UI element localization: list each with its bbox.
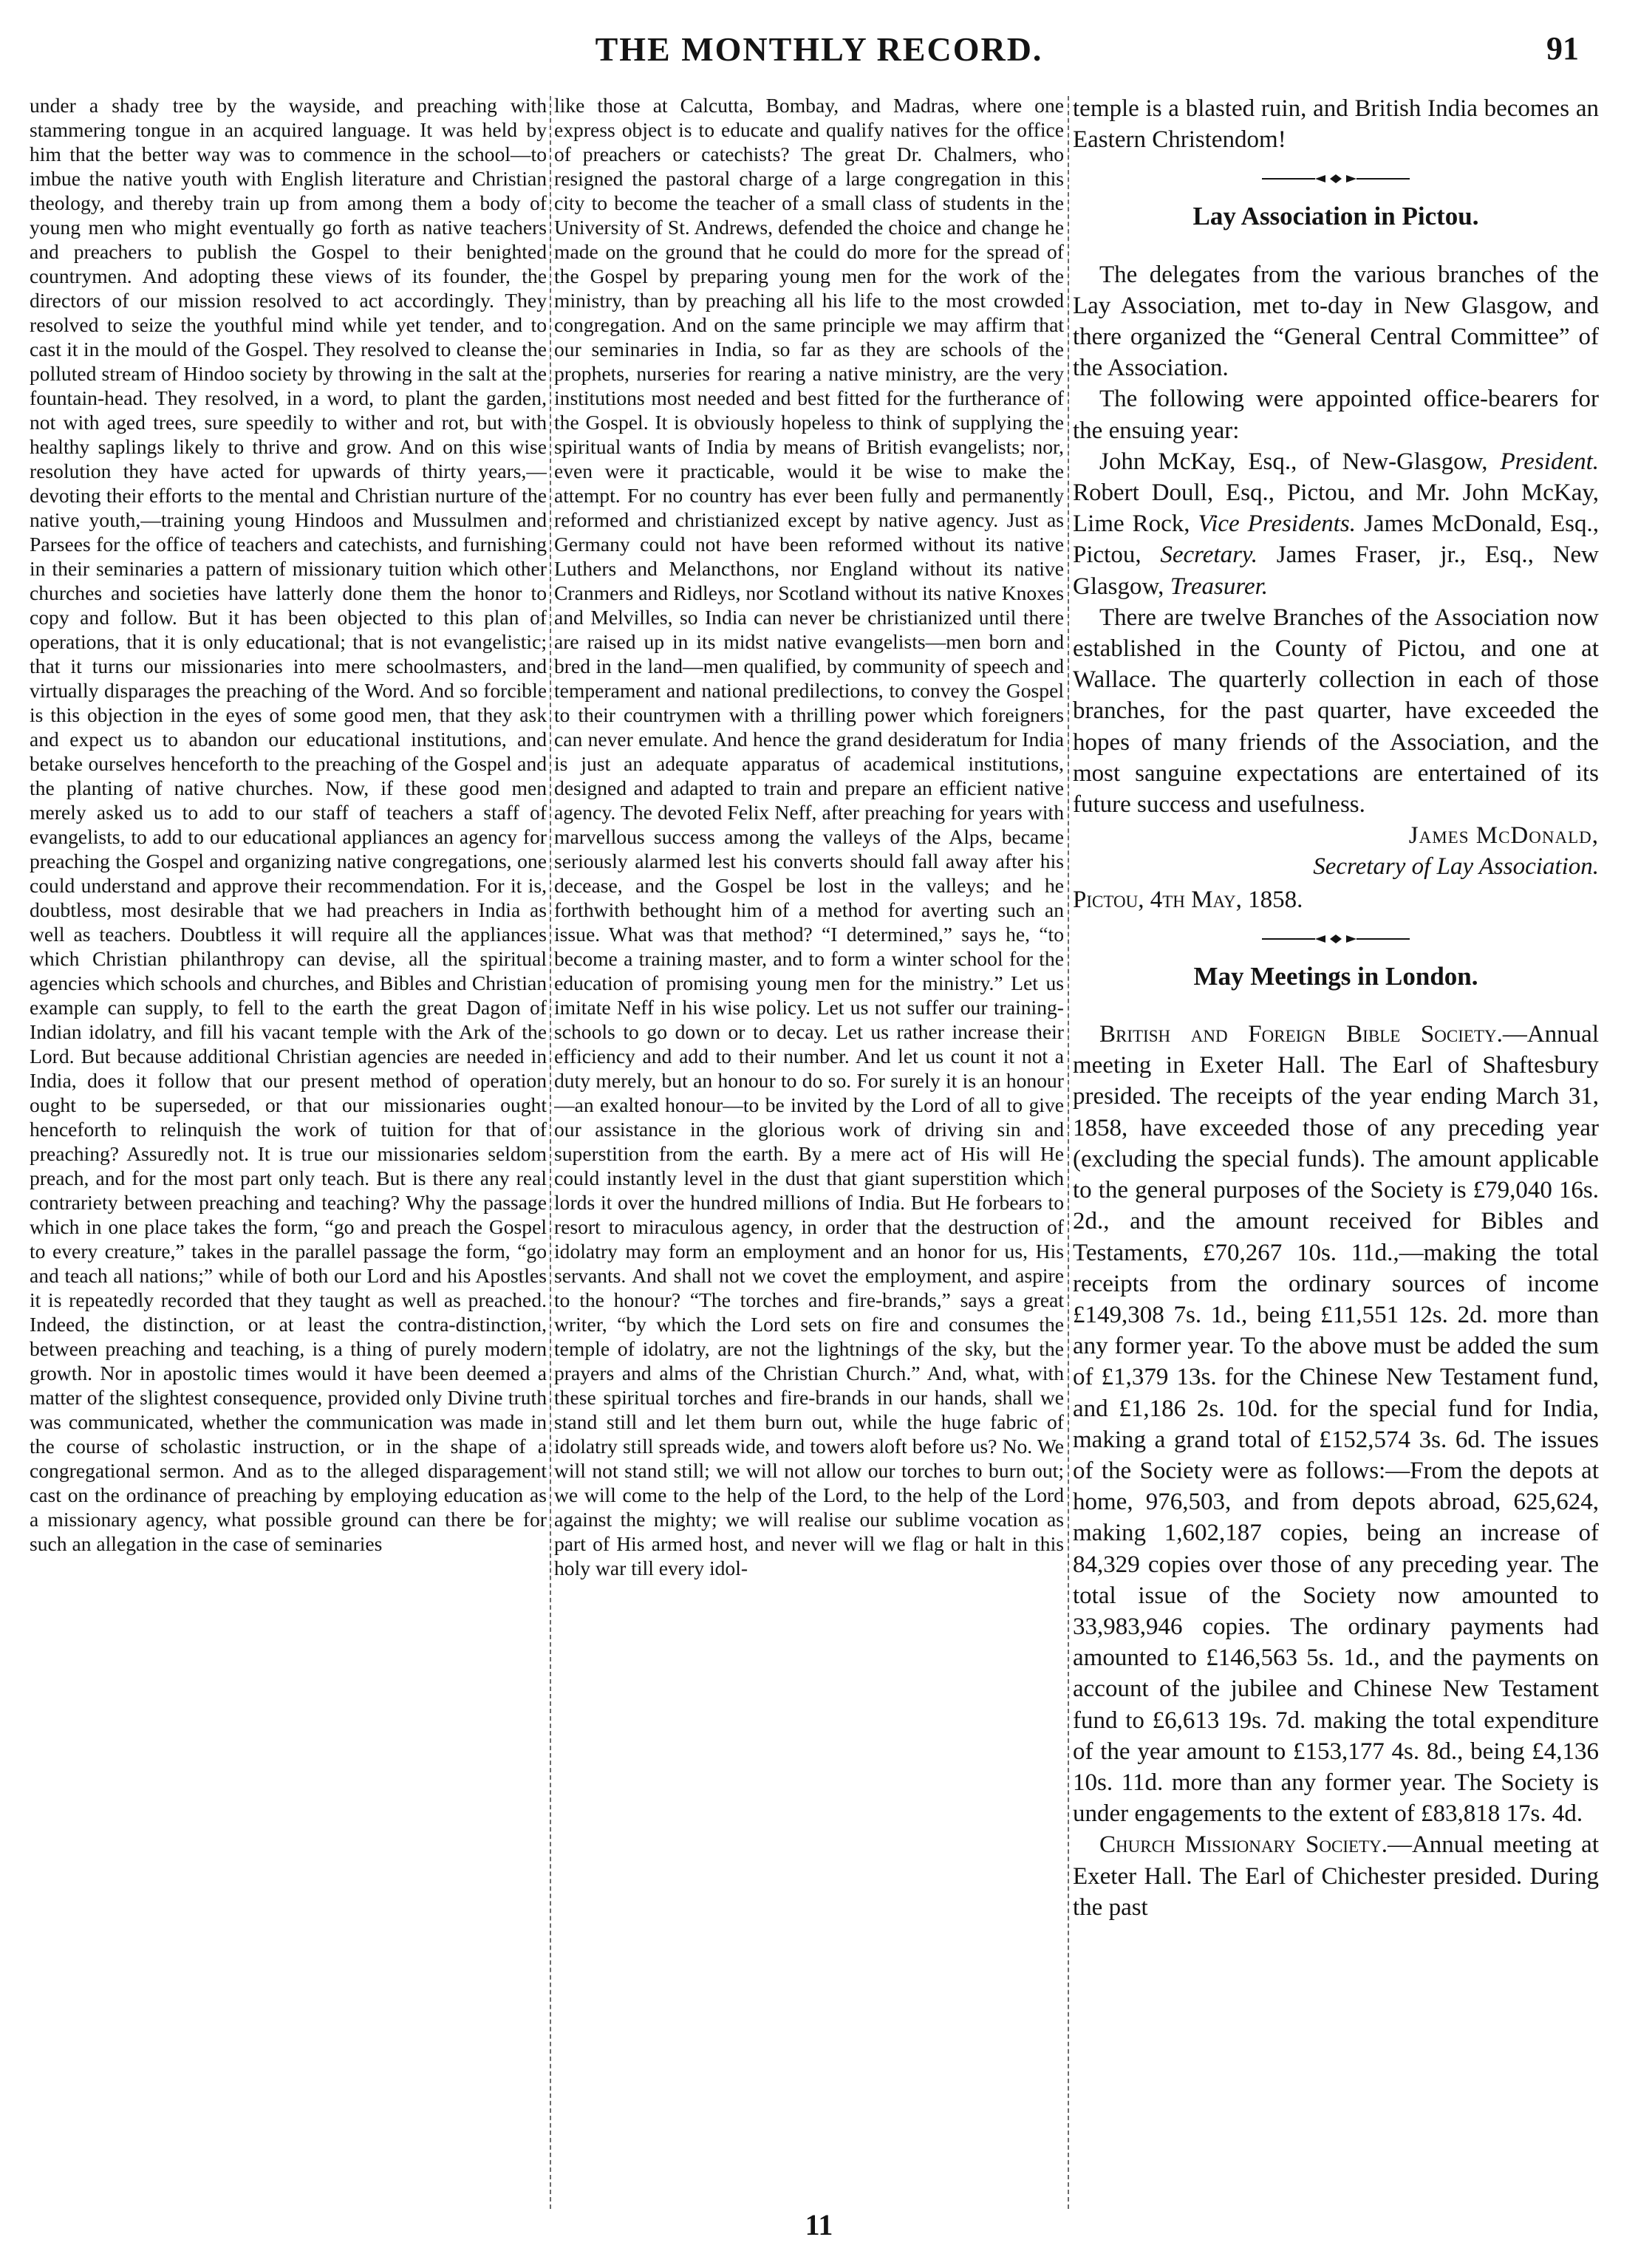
church-missionary-paragraph [1073, 1829, 1599, 1923]
column-middle [554, 93, 1064, 2221]
ornament-divider-icon [1262, 933, 1410, 945]
lay-association-office-bearers [1073, 446, 1599, 602]
bible-society-text: —Annual meeting in Exeter Hall. The Earl of Shaftesbury presided. The receipts of the year ending March 31, 1858, have exceeded those of any preceding year (excluding the special funds). The amount applicable to the general purposes of the Society is £79,040 16s. 2d., and the amount received for Bibles and Testaments, £70,267 10s. 11d.,—making the total receipts from the ordinary sources of income £149,308 7s. 1d., being £11,551 12s. 2d. more than any former year. To the above must be added the sum of £1,379 13s. for the Chinese New Testament fund, and £1,186 2s. 10d. for the special fund for India, making a grand total of £152,574 3s. 6d. The issues of the Society were as follows:—From the depots at home, 976,503, and from depots abroad, 625,624, making 1,602,187 copies, being an increase of 84,329 copies over those of any preceding year. The total issue of the Society now amounted to 33,983,946 copies. The ordinary payments had amounted to £146,563 5s. 1d., and the payments on account of the jubilee and Chinese New Testament fund to £6,613 19s. 7d. making the total expenditure of the year amount to £153,177 4s. 8d., being £4,136 10s. 11d. more than any former year. The Society is under engagements to the extent of £83,818 17s. 4d. [1073, 1021, 1599, 1828]
bible-society-paragraph [1073, 1019, 1599, 1829]
lay-association-paragraph-1: The delegates from the various branches of the Lay Association, met to-day in New Glasgow, and there organized the “General Central Committee” of the Association. [1073, 261, 1599, 382]
office-bearer-treasurer-role: Treasurer. [1170, 573, 1269, 600]
lay-association-paragraph-4: There are twelve Branches of the Association now established in the County of Pictou, and one at Wallace. The quarterly collection in each of those branches, for the past quarter, have exceeded the hopes of many friends of the Association, and the most sanguine expectations are entertained of its future success and usefulness. [1073, 604, 1599, 819]
lay-association-heading: Lay Association in Pictou. [1192, 202, 1479, 231]
continuation-text: temple is a blasted ruin, and British India becomes an Eastern Christendom! [1073, 95, 1599, 154]
bible-society-label: British and Foreign Bible Society. [1099, 1021, 1503, 1048]
office-bearer-secretary-name: James McDonald, Esq., Pictou, [1073, 510, 1599, 569]
office-bearer-vice-role: Vice Presidents. [1198, 510, 1357, 538]
column-middle-text: like those at Calcutta, Bombay, and Madras, where one express object is to educate and qualify natives for the office of preachers or catechists? The great Dr. Chalmers, who resigned the pastoral charge of a large congregation in this city to become the teacher of a small class of students in the University of St. Andrews, defended the choice and change he made on the ground that he could do more for the spread of the Gospel by preparing young men for the work of the ministry, than by preaching all his life to the most crowded congregation. And on the same principle we may affirm that our seminaries in India, so far as they are schools of the prophets, nurseries for rearing a native ministry, are the very institutions most needed and best fitted for the furtherance of the Gospel. It is obviously hopeless to think of supplying the spiritual wants of India by means of British evangelists; nor, even were it practicable, would it be wise to make the attempt. For no country has ever been fully and permanently reformed and christianized except by native agency. Just as Germany could not have been reformed without its native Luthers and Melancthons, nor England without its native Cranmers and Ridleys, nor Scotland without its native Knoxes and Melvilles, so India can never be christianized until there are raised up in its midst native evangelists—men born and bred in the land—men qualified, by community of speech and temperament and national predilections, to convey the Gospel to their countrymen with a thrilling power which foreigners can never emulate. And hence the grand desideratum for India is just an adequate apparatus of academical institutions, designed and adapted to train and prepare an efficient native agency. The devoted Felix Neff, after preaching for years with marvellous success among the valleys of the Alps, became seriously alarmed lest his converts should fall away after his decease, and the Gospel be lost in the valleys; and he forthwith bethought him of a method for averting such an issue. What was that method? “I determined,” says he, “to become a training master, and to form a winter school for the education of promising young men for the ministry.” Let us imitate Neff in his wise policy. Let us not suffer our training-schools to go down or to decay. Let us rather increase their efficiency and add to their number. And let us count it not a duty merely, but an honour to do so. For surely it is an honour—an exalted honour—to be invited by the Lord of all to give our assistance in the glorious work of driving sin and superstition from the earth. By a mere act of His will He could instantly level in the dust that giant superstition which lords it over the hundred millions of India. But He forbears to resort to miraculous agency, in order that the destruction of idolatry may form an employment and an honor for us, His servants. And shall not we covet the employment, and aspire to the honour? “The torches and fire-brands,” says a great writer, “by which the Lord sets on fire and consumes the temple of idolatry, are not the lightnings of the sky, but the prayers and alms of the Christian Church.” And, what, with these spiritual torches and fire-brands in our hands, shall we stand still and let them burn out, while the huge fabric of idolatry still spreads wide, and towers aloft before us? No. We will not stand still; we will not allow our torches to burn out; we will come to the help of the Lord, to the help of the Lord against the mighty; we will realise our sublime vocation as part of His armed host, and never will we flag or halt in this holy war till every idol- [554, 94, 1064, 1579]
signature-name: James McDonald, [1408, 822, 1599, 850]
lay-association-paragraph-2: The following were appointed office-bearers for the ensuing year: [1073, 386, 1599, 444]
running-title: THE MONTHLY RECORD. [595, 30, 1043, 68]
dateline: Pictou, 4th May, 1858. [1073, 886, 1303, 913]
column-left [30, 93, 547, 2221]
page-number: 91 [1546, 30, 1579, 66]
running-head [0, 27, 1638, 71]
ornament-divider-icon [1262, 173, 1410, 185]
may-meetings-heading: May Meetings in London. [1193, 961, 1478, 991]
signature-mark: 11 [805, 2208, 833, 2241]
signature-title: Secretary of Lay Association. [1313, 853, 1599, 881]
office-bearer-secretary-role: Secretary. [1160, 542, 1258, 569]
church-missionary-text: —Annual meeting at Exeter Hall. The Earl of Chichester presided. During the past [1073, 1831, 1599, 1921]
office-bearer-treasurer-name: James Fraser, jr., Esq., New Glasgow, [1073, 542, 1599, 600]
church-missionary-label: Church Missionary Society. [1099, 1831, 1388, 1859]
office-bearer-president-name: John McKay, Esq., of New-Glasgow, [1099, 448, 1488, 475]
column-rule-left [550, 96, 551, 2209]
office-bearer-president-role: President. [1500, 448, 1599, 475]
office-bearer-vice-names: Robert Doull, Esq., Pictou, and Mr. John McKay, Lime Rock, [1073, 479, 1599, 538]
column-rule-right [1068, 96, 1069, 2209]
column-left-text: under a shady tree by the wayside, and preaching with stammering tongue in an acquired language. It was held by him that the better way was to commence in the school—to imbue the native youth with English literature and Christian theology, and thereby train up from among them a body of young men who might eventually go forth as native teachers and preachers to publish the Gospel to their benighted countrymen. And adopting these views of its founder, the directors of our mission resolved to act accordingly. They resolved to seize the youthful mind while yet tender, and to cast it in the mould of the Gospel. They resolved to cleanse the polluted stream of Hindoo society by throwing in the salt at the fountain-head. They resolved, in a word, to plant the garden, not with aged trees, sure speedily to wither and rot, but with healthy saplings likely to thrive and grow. And on this wise resolution they have acted for upwards of thirty years,—devoting their efforts to the mental and Christian nurture of the native youth,—training young Hindoos and Mussulmen and Parsees for the office of teachers and catechists, and furnishing in their seminaries a pattern of missionary tuition which other churches and societies have latterly done them the honor to copy and follow. But it has been objected to this plan of operations, that it is only educational; that is not evangelistic; that it turns our missionaries into mere schoolmasters, and virtually disparages the preaching of the Word. And so forcible is this objection in the eyes of some good men, that they ask and expect us to abandon our educational institutions, and betake ourselves henceforth to the preaching of the Gospel and the planting of native churches. Now, if these good men merely asked us to add to our staff of teachers a staff of evangelists, to add to our educational appliances an agency for preaching the Gospel and organizing native congregations, one could understand and approve their recommendation. For it is, doubtless, most desirable that we had preachers in India as well as teachers. Doubtless it will require all the appliances which Christian philanthropy can devise, all the spiritual agencies which schools and churches, and Bibles and Christian example can supply, to fell to the earth the great Dagon of Indian idolatry, and fill his vacant temple with the Ark of the Lord. But because additional Christian agencies are needed in India, does it follow that our present method of operation ought to be superseded, or that our missionaries ought henceforth to relinquish the work of tuition for that of preaching? Assuredly not. It is true our missionaries seldom preach, and for the most part only teach. But is there any real contrariety between preaching and teaching? Why the passage which in one place takes the form, “go and preach the Gospel to every creature,” takes in the parallel passage the form, “go and teach all nations;” while of both our Lord and his Apostles it is repeatedly recorded that they taught as well as preached. Indeed, the distinction, or at least the contra-distinction, between preaching and teaching, is a thing of purely modern growth. Nor in apostolic times would it have been deemed a matter of the slightest consequence, provided only Divine truth was communicated, whether the communication was made in the course of scholastic instruction, or in the shape of a congregational sermon. And as to the alleged disparagement cast on the ordinance of preaching by employing education as a missionary agency, what possible ground can there be for such an allegation in the case of seminaries [30, 94, 547, 1555]
column-right [1073, 93, 1599, 2221]
